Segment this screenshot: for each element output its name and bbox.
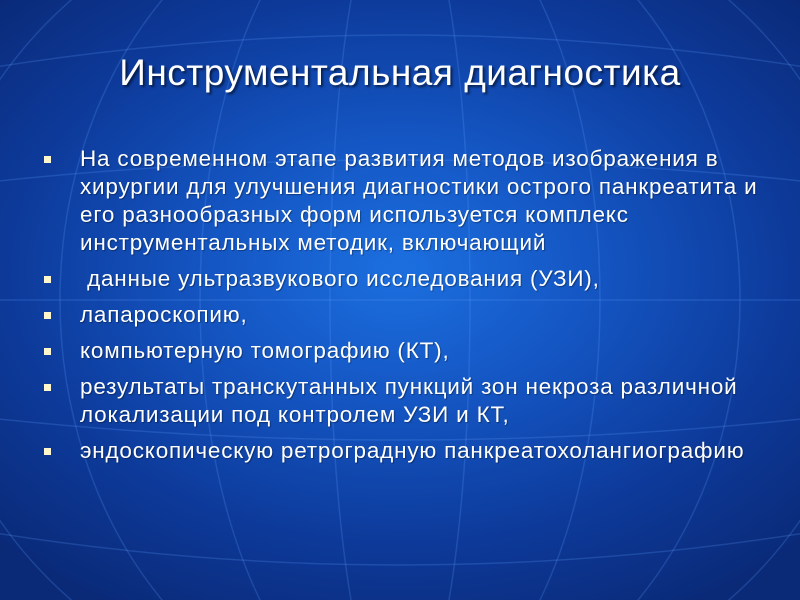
list-item-text: данные ультразвукового исследования (УЗИ), [80, 266, 600, 291]
bullet-square-icon [44, 276, 51, 283]
list-item-text: лапароскопию, [80, 302, 248, 327]
list-item [44, 265, 784, 293]
list-item-text: результаты транскутанных пункций зон некроза различной локализации под контролем УЗИ и КТ, [80, 374, 738, 427]
list-item-text: На современном этапе развития методов изображения в хирургии для улучшения диагностики острого панкреатита и его разнообразных форм используется комплекс инструментальных методик, включающий [80, 146, 758, 255]
bullet-square-icon [44, 312, 51, 319]
bullet-square-icon [44, 448, 51, 455]
list-item [44, 373, 784, 429]
list-item [44, 145, 784, 257]
list-item-text: компьютерную томографию (КТ), [80, 338, 450, 363]
bullet-square-icon [44, 348, 51, 355]
list-item [44, 337, 784, 365]
list-item [44, 301, 784, 329]
bullet-list [44, 145, 784, 473]
list-item-text: эндоскопическую ретроградную панкреатохолангиографию [80, 438, 745, 463]
slide-title: Инструментальная диагностика [119, 52, 681, 93]
bullet-square-icon [44, 156, 51, 163]
list-item [44, 437, 784, 465]
bullet-square-icon [44, 384, 51, 391]
